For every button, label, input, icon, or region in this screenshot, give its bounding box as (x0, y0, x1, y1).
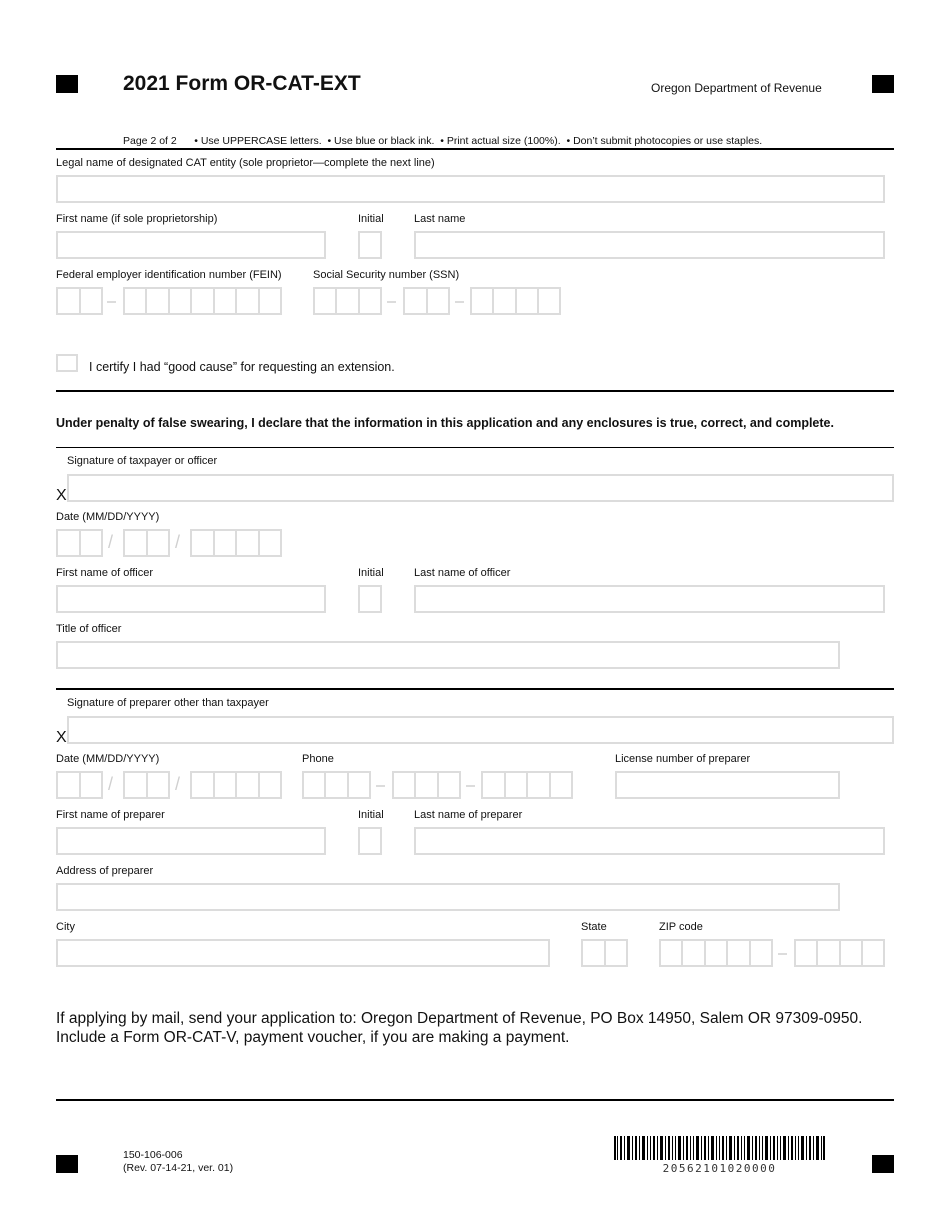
form-number: 150-106-006 (123, 1149, 183, 1161)
preparer-zip-5[interactable] (659, 939, 773, 967)
preparer-signature-label: Signature of preparer other than taxpayer (67, 697, 269, 709)
officer-date-month[interactable] (56, 529, 103, 557)
officer-signature-field[interactable] (67, 474, 894, 502)
officer-last-name-field[interactable] (414, 585, 885, 613)
officer-date-sep-1: / (108, 532, 114, 552)
officer-last-name-label: Last name of officer (414, 567, 511, 579)
barcode-number: 20562101020000 (662, 1162, 777, 1175)
officer-initial-field[interactable] (358, 585, 382, 613)
mailing-line-1: If applying by mail, send your application to: Oregon Department of Revenue, PO Box 14950, Salem OR 97309-0950. (56, 1010, 863, 1027)
fein-label: Federal employer identification number (FEIN) (56, 269, 282, 281)
preparer-city-label: City (56, 921, 75, 933)
preparer-zip-label: ZIP code (659, 921, 703, 933)
initial-field[interactable] (358, 231, 382, 259)
preparer-date-sep-1: / (108, 774, 114, 794)
last-name-label: Last name (414, 213, 466, 225)
fein-separator (107, 301, 116, 303)
fein-part-2[interactable] (123, 287, 282, 315)
preparer-city-field[interactable] (56, 939, 550, 967)
preparer-signature-field[interactable] (67, 716, 894, 744)
declaration-rule (56, 447, 894, 448)
ssn-separator-1 (387, 301, 396, 303)
preparer-signature-x: X (56, 729, 67, 746)
first-name-label: First name (if sole proprietorship) (56, 213, 218, 225)
officer-first-name-field[interactable] (56, 585, 326, 613)
ssn-label: Social Security number (SSN) (313, 269, 460, 281)
footer-rule (56, 1099, 894, 1101)
officer-date-year[interactable] (190, 529, 282, 557)
form-number-block (123, 1149, 233, 1175)
preparer-license-field[interactable] (615, 771, 840, 799)
officer-first-name-label: First name of officer (56, 567, 153, 579)
first-name-field[interactable] (56, 231, 326, 259)
officer-signature-x: X (56, 487, 67, 504)
legal-name-label: Legal name of designated CAT entity (sole proprietor—complete the next line) (56, 157, 435, 169)
preparer-first-name-label: First name of preparer (56, 809, 165, 821)
preparer-address-label: Address of preparer (56, 865, 154, 877)
preparer-last-name-label: Last name of preparer (414, 809, 523, 821)
zip-separator (778, 953, 787, 955)
last-name-field[interactable] (414, 231, 885, 259)
declaration-text: Under penalty of false swearing, I declare that the information in this application and any enclosures is true, correct, and complete. (56, 416, 834, 430)
preparer-license-label: License number of preparer (615, 753, 751, 765)
phone-separator-1 (376, 785, 385, 787)
officer-date-day[interactable] (123, 529, 170, 557)
preparer-initial-field[interactable] (358, 827, 382, 855)
officer-initial-label: Initial (358, 567, 384, 579)
preparer-date-day[interactable] (123, 771, 170, 799)
section-rule (56, 390, 894, 392)
preparer-phone-area[interactable] (302, 771, 371, 799)
preparer-zip-4[interactable] (794, 939, 885, 967)
ssn-part-3[interactable] (470, 287, 561, 315)
fein-part-1[interactable] (56, 287, 103, 315)
officer-title-label: Title of officer (56, 623, 122, 635)
registration-mark-top-left (56, 75, 78, 93)
preparer-state-label: State (581, 921, 607, 933)
preparer-date-month[interactable] (56, 771, 103, 799)
registration-mark-bottom-right (872, 1155, 894, 1173)
preparer-date-label: Date (MM/DD/YYYY) (56, 753, 160, 765)
preparer-last-name-field[interactable] (414, 827, 885, 855)
officer-signature-label: Signature of taxpayer or officer (67, 455, 218, 467)
preparer-phone-label: Phone (302, 753, 334, 765)
preparer-date-year[interactable] (190, 771, 282, 799)
ssn-part-1[interactable] (313, 287, 382, 315)
preparer-date-sep-2: / (175, 774, 181, 794)
mailing-instructions (56, 1009, 862, 1047)
form-title: 2021 Form OR-CAT-EXT (123, 72, 361, 95)
preparer-phone-line[interactable] (481, 771, 573, 799)
legal-name-field[interactable] (56, 175, 885, 203)
initial-label: Initial (358, 213, 384, 225)
header-rule (56, 148, 894, 150)
phone-separator-2 (466, 785, 475, 787)
page-label: Page 2 of 2 (123, 135, 177, 147)
officer-date-sep-2: / (175, 532, 181, 552)
preparer-initial-label: Initial (358, 809, 384, 821)
preparer-address-field[interactable] (56, 883, 840, 911)
department-name: Oregon Department of Revenue (651, 81, 822, 95)
form-revision: (Rev. 07-14-21, ver. 01) (123, 1162, 234, 1174)
ssn-separator-2 (455, 301, 464, 303)
officer-date-label: Date (MM/DD/YYYY) (56, 511, 160, 523)
barcode (614, 1136, 825, 1160)
ssn-part-2[interactable] (403, 287, 450, 315)
preparer-first-name-field[interactable] (56, 827, 326, 855)
instructions-line (123, 135, 762, 147)
officer-title-field[interactable] (56, 641, 840, 669)
good-cause-checkbox[interactable] (56, 354, 78, 372)
good-cause-label: I certify I had “good cause” for requesting an extension. (89, 360, 395, 374)
preparer-phone-prefix[interactable] (392, 771, 461, 799)
registration-mark-top-right (872, 75, 894, 93)
preparer-state-field[interactable] (581, 939, 628, 967)
instructions-text: • Use UPPERCASE letters. • Use blue or black ink. • Print actual size (100%). • Don’t submit photocopies or use staples. (194, 135, 763, 147)
preparer-rule (56, 688, 894, 690)
mailing-line-2: Include a Form OR-CAT-V, payment voucher, if you are making a payment. (56, 1029, 570, 1046)
registration-mark-bottom-left (56, 1155, 78, 1173)
